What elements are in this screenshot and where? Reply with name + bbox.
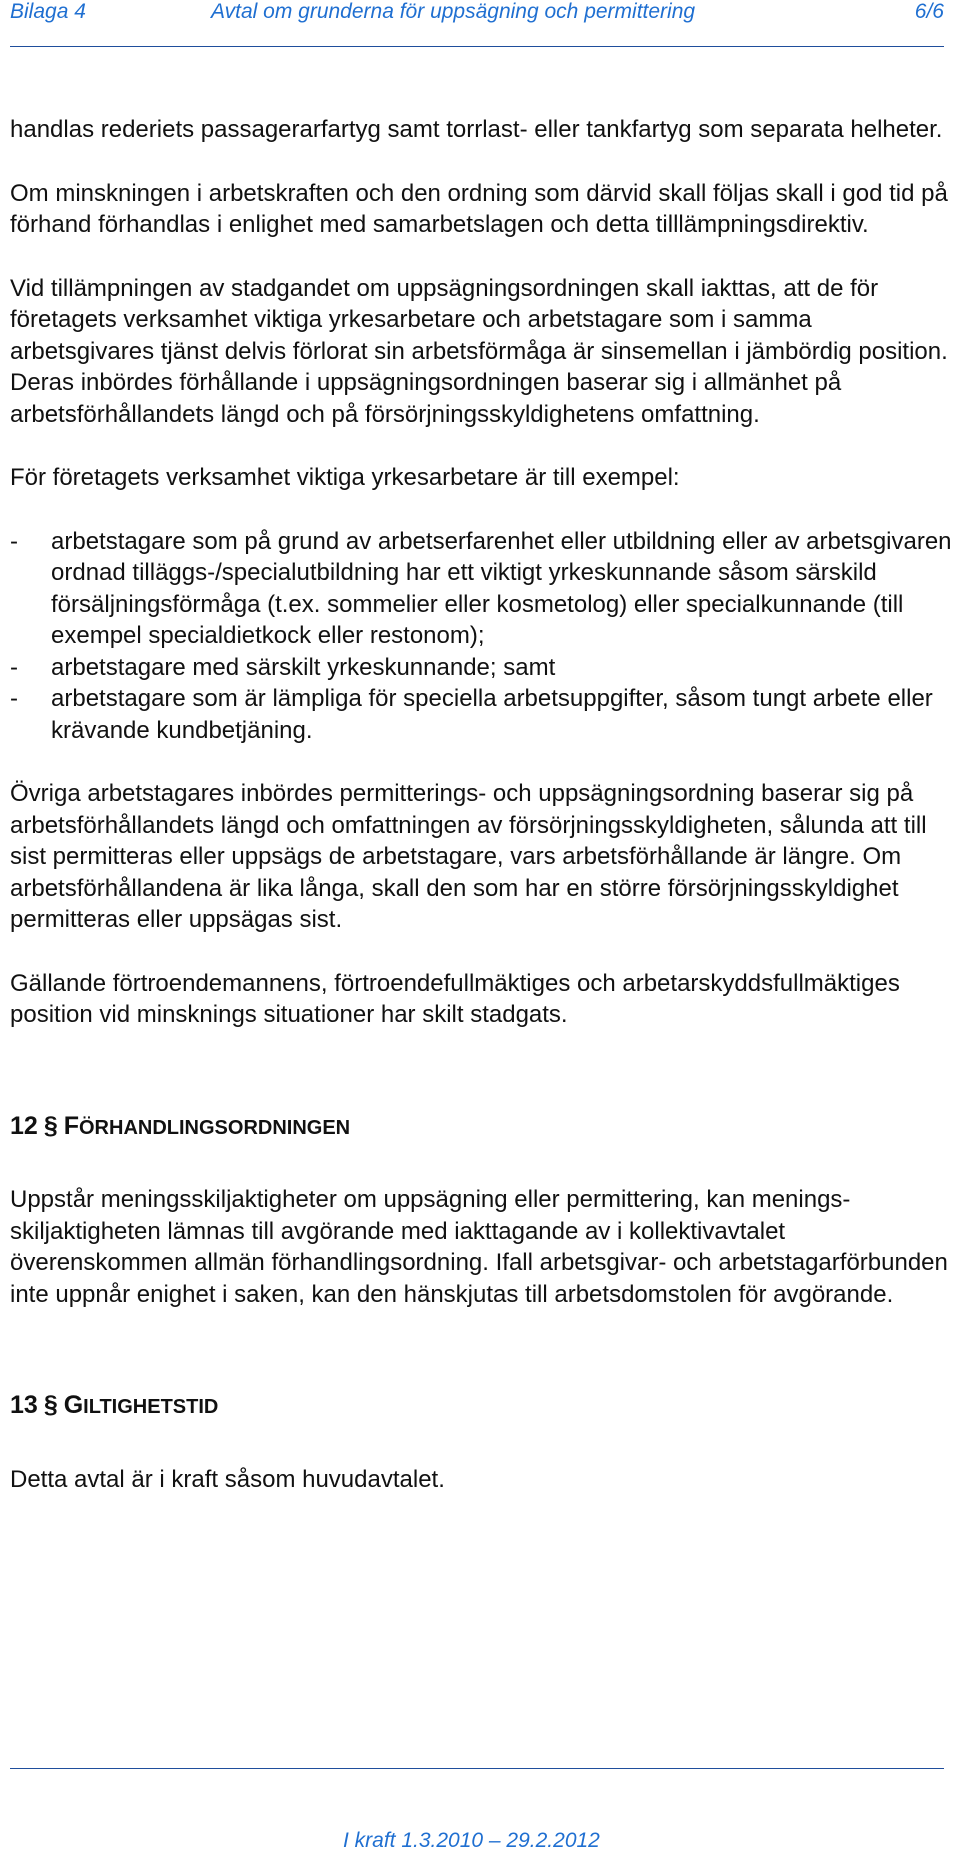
section-title-rest: ÖRHANDLINGSORDNINGEN [79, 1116, 351, 1139]
paragraph-negotiation: Om minskningen i arbetskraften och den ordning som därvid skall följas skall i god tid på förhand förhandlas i enlighet med samarbetslagen och detta tilllämpningsdirektiv. [10, 179, 948, 238]
section-13-text: Detta avtal är i kraft såsom huvudavtalet. [10, 1465, 445, 1493]
paragraph-representatives: Gällande förtroendemannens, förtroendefullmäktiges och arbetarskyddsfullmäktiges position vid minsknings situationer har skilt stadgats. [10, 969, 900, 1028]
paragraph-termination-order: Vid tillämpningen av stadgandet om uppsägningsordningen skall iakttas, att de för företagets verksamhet viktiga yrkesarbetare och arbetstagare som i samma arbetsgivares tjänst delvis förlorat sin arbetsförmåga är sinsemellan i jämbördig position. Deras inbördes förhållande i uppsägningsordningen baserar sig i allmänhet på arbetsförhållandets längd och på försörjningsskyldighetens omfattning. [10, 274, 948, 428]
paragraph-examples-intro: För företagets verksamhet viktiga yrkesarbetare är till exempel: [10, 464, 680, 491]
page-footer [10, 1768, 944, 1852]
dash-marker: - [10, 685, 18, 712]
section-number: 13 [10, 1391, 38, 1419]
paragraph-sign-icon: § [43, 1111, 58, 1140]
section-title-rest: ILTIGHETSTID [83, 1396, 219, 1418]
page-header [10, 0, 944, 47]
list-item-text: arbetstagare som på grund av arbetserfarenhet eller utbildning eller av arbetsgivaren ordnad tilläggs-/specialutbildning har ett viktigt yrkeskunnande såsom särskild försäljningsförmåga (t.ex. sommelier eller kosmetolog) eller specialkunnande (till exempel specialdietkock eller restonom); [51, 527, 952, 649]
section-12-heading [10, 1111, 955, 1145]
section-13-heading [10, 1390, 955, 1424]
header-document-title: Avtal om grunderna för uppsägning och permittering [211, 0, 696, 23]
footer-validity-period: I kraft 1.3.2010 – 29.2.2012 [343, 1829, 600, 1852]
section-number: 12 [10, 1111, 38, 1140]
paragraph-sign-icon: § [43, 1391, 58, 1419]
list-item [10, 526, 955, 652]
dash-marker: - [10, 527, 18, 555]
header-appendix-label: Bilaga 4 [10, 0, 86, 23]
list-item [10, 683, 955, 746]
dash-marker: - [10, 653, 18, 681]
document-body [10, 114, 955, 1495]
section-title-initial: F [63, 1111, 79, 1140]
list-item-text: arbetstagare med särskilt yrkeskunnande; samt [51, 653, 556, 681]
section-title-initial: G [63, 1391, 84, 1419]
list-item [10, 652, 955, 684]
paragraph-other-employees: Övriga arbetstagares inbördes permitterings- och uppsägningsordning baserar sig på arbetsförhållandets längd och omfattningen av försörjningsskyldigheten, sålunda att till sist permitteras eller uppsägs de arbetstagare, vars arbetsförhållande är längre. Om arbetsförhållandena är lika långa, skall den som har en större försörjningsskyldighet permitteras eller uppsägas sist. [10, 780, 927, 933]
header-page-number: 6/6 [914, 0, 944, 23]
section-12-text: Uppstår meningsskiljaktigheter om uppsägning eller permittering, kan menings-skiljaktigheten lämnas till avgörande med iakttagande av i kollektivavtalet överenskommen allmän förhandlingsordning. Ifall arbetsgivar- och arbetstagarförbunden inte uppnår enighet i saken, kan den hänskjutas till arbetsdomstolen för avgörande. [10, 1186, 948, 1308]
paragraph-continuation: handlas rederiets passagerarfartyg samt torrlast- eller tankfartyg som separata helheter. [10, 116, 943, 143]
examples-list [10, 526, 955, 747]
list-item-text: arbetstagare som är lämpliga för speciella arbetsuppgifter, såsom tungt arbete eller krävande kundbetjäning. [51, 685, 933, 744]
